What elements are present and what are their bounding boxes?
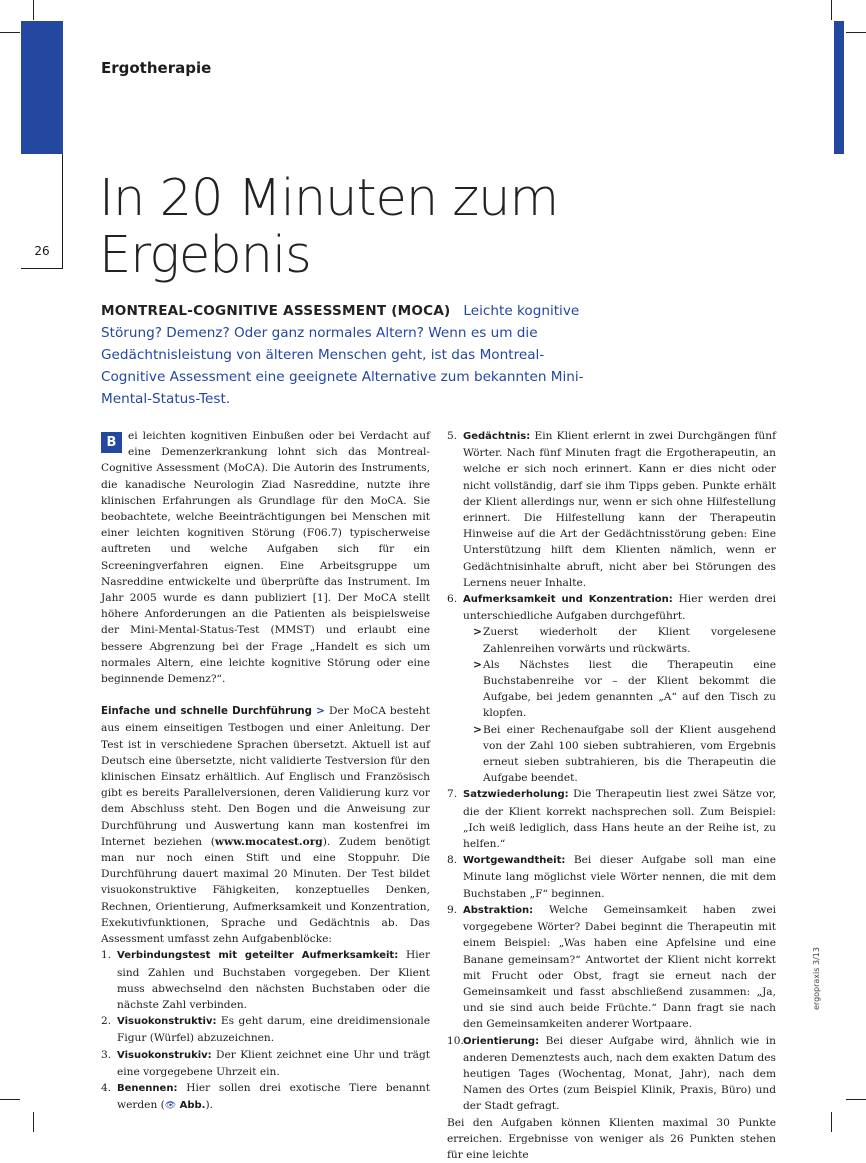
crop-mark-bottom-left-v	[33, 1112, 34, 1132]
right-column	[447, 428, 776, 1163]
item-term: Gedächtnis:	[463, 431, 531, 442]
item-number: 2.	[101, 1015, 112, 1028]
sub-list-item	[463, 722, 776, 787]
sub-item-text: Als Nächstes liest die Therapeutin eine Buchstabenreihe vor – der Klient bekommt die Aufgabe, bei jedem genannten „A“ auf den Tisch zu klopfen.	[483, 658, 776, 720]
section-label: Ergotherapie	[101, 59, 212, 77]
lead-tag: MONTREAL-COGNITIVE ASSESSMENT (MOCA)	[101, 303, 451, 319]
right-accent-bar	[834, 21, 844, 154]
figure-reference-link[interactable]: Abb.	[179, 1100, 206, 1112]
arrow-icon: >	[316, 705, 325, 718]
list-item	[101, 947, 430, 1013]
list-item	[447, 786, 776, 852]
title-line-2: Ergebnis	[99, 226, 311, 285]
crop-mark-bottom-right-h	[846, 1099, 866, 1100]
item-number: 5.	[447, 430, 458, 442]
method-text-a: Der MoCA besteht aus einem einseitigen Testbogen und einer Anleitung. Der Test ist in verschiedene Sprachen übersetzt. Aktuell ist auf Deutsch eine übersetzte, nicht validierte Testversion für den klinischen Einsatz erhältlich. Auf Englisch und Französisch gibt es bereits Parallelversionen, deren Validierung kurz vor dem Abschluss steht. Den Bogen und die Anweisung zur Durchführung und Auswertung kann man kostenfrei im Internet beziehen (	[101, 705, 431, 848]
list-item	[447, 902, 776, 1033]
item-number: 8.	[447, 854, 458, 867]
item-number: 7.	[447, 788, 458, 801]
crop-mark-top-left-h	[0, 32, 20, 33]
sub-list-item	[463, 657, 776, 722]
item-number: 4.	[101, 1081, 112, 1094]
task-list-right	[447, 428, 776, 1115]
page-number: 26	[34, 244, 50, 258]
journal-footer: ergopraxis 3/13	[812, 947, 821, 1010]
item-text: Welche Gemeinsamkeit haben zwei vorgegebene Wörter? Dabei beginnt die Therapeutin mit einem Beispiel: „Was haben eine Apfelsine und eine Banane gemeinsam?“ Antwortet der Klient nicht korrekt mit Frucht oder Obst, fragt sie erneut nach der Gemeinsamkeit und fasst abschließend zusammen: „Ja, und sie sind auch beide Früchte.“ Dann fragt sie nach den Gemeinsamkeiten anderer Wortpaare.	[463, 903, 776, 1031]
item-term: Aufmerksamkeit und Konzentration:	[463, 594, 673, 606]
chevron-right-icon: >	[473, 658, 482, 671]
item-number: 1.	[101, 949, 112, 962]
left-accent-bar	[21, 21, 63, 154]
item-number: 6.	[447, 593, 458, 606]
intro-paragraph	[101, 428, 430, 687]
item-term: Verbindungstest mit geteilter Aufmerksamkeit:	[117, 950, 399, 962]
sub-list-item	[463, 624, 776, 656]
item-text: Die Therapeutin liest zwei Sätze vor, die der Klient korrekt nachsprechen soll. Zum Beispiel: „Ich weiß lediglich, dass Hans heute an der Reihe ist, zu helfen.“	[463, 788, 776, 851]
lead-text: Leichte kognitive Störung? Demenz? Oder ganz normales Altern? Wenn es um die Gedächtnisleistung von älteren Menschen geht, ist das Montreal-Cognitive Assessment eine geeignete Alternative zum bekannten Mini-Mental-Status-Test.	[101, 303, 584, 407]
item-text: Hier sind Zahlen und Buchstaben vorgegeben. Der Klient muss abwechselnd den nächsten Buchstaben oder die nächste Zahl verbinden.	[117, 949, 431, 1011]
item-text: Bei dieser Aufgabe wird, ähnlich wie in anderen Demenztests auch, nach dem exakten Datum des heutigen Tages (Wochentag, Monat, Jahr), nach dem Namen des Ortes (zum Beispiel Klinik, Praxis, Büro) und der Stadt gefragt.	[463, 1034, 776, 1113]
left-column	[101, 428, 430, 1114]
list-item	[101, 1013, 430, 1046]
item-term: Satzwiederholung:	[463, 789, 569, 801]
item-term: Orientierung:	[463, 1035, 540, 1047]
sub-item-text: Bei einer Rechenaufgabe soll der Klient ausgehend von der Zahl 100 sieben subtrahieren, vom Ergebnis erneut sieben subtrahieren, bis die Therapeutin die Aufgabe beendet.	[483, 723, 776, 785]
item-term: Benennen:	[117, 1082, 178, 1094]
list-item	[447, 852, 776, 902]
subhead-durchfuehrung: Einfache und schnelle Durchführung	[101, 706, 312, 718]
intro-text: ei leichten kognitiven Einbußen oder bei Verdacht auf eine Demenzerkrankung lohnt sich das Montreal-Cognitive Assessment (MoCA). Die Autorin des Instruments, die kanadische Neurologin Ziad Nasreddine, nutzte ihre klinischen Erfahrungen als Grundlage für den MoCA. Sie beobachtete, welche Beeinträchtigungen bei Menschen mit einer leichten kognitiven Störung (F06.7) typischerweise auftreten und welche Aufgaben sich für ein Screeningverfahren eignen. Eine Arbeitsgruppe um Nasreddine entwickelte und überprüfte das Instrument. Im Jahr 2005 wurde es dann publiziert [1]. Der MoCA stellt höhere Anforderungen an die Patienten als beispielsweise der Mini-Mental-Status-Test (MMST) und erlaubt eine bessere Abgrenzung bei der Frage „Handelt es sich um normales Altern, eine leichte kognitive Störung oder eine beginnende Demenz?“.	[101, 430, 430, 686]
item-number: 10.	[447, 1034, 464, 1047]
item-text: Ein Klient erlernt in zwei Durchgängen fünf Wörter. Nach fünf Minuten fragt die Ergotherapeutin, an welche er sich noch erinnert. Kann er dies nicht oder nicht vollständig, darf sie ihm Tipps geben. Punkte erhält der Klient allerdings nur, wenn er sich ohne Hilfestellung erinnert. Die Hilfestellung kann der Therapeutin Hinweise auf die Art der Gedächtnisstörung geben: Eine Unterstützung hilft dem Klienten nämlich, wenn er Gedächtnisinhalte abruft, nicht aber bei Störungen des Lernens neuer Inhalte.	[463, 430, 776, 589]
crop-mark-bottom-right-v	[831, 1112, 832, 1132]
list-item	[101, 1080, 430, 1114]
item-text: Bei dieser Aufgabe soll man eine Minute lang möglichst viele Wörter nennen, die mit dem Buchstaben „F“ beginnen.	[463, 854, 776, 900]
item-text: Hier sollen drei exotische Tiere benannt werden (	[117, 1081, 430, 1112]
crop-mark-bottom-left-h	[0, 1099, 20, 1100]
list-item	[447, 591, 776, 786]
crop-mark-top-left-v	[33, 0, 34, 20]
list-item	[447, 428, 776, 591]
page-margin-rule	[62, 154, 63, 269]
item-text: Der Klient zeichnet eine Uhr und trägt eine vorgegebene Uhrzeit ein.	[117, 1048, 430, 1078]
crop-mark-top-right-v	[831, 0, 832, 20]
closing-paragraph: Bei den Aufgaben können Klienten maximal 30 Punkte erreichen. Ergebnisse von weniger als 26 Punkten stehen für eine leichte	[447, 1116, 776, 1161]
crop-mark-top-right-h	[846, 32, 866, 33]
dropcap: B	[101, 432, 122, 453]
mocatest-link[interactable]: www.mocatest.org	[214, 835, 323, 848]
article-title	[99, 170, 558, 284]
list-item	[101, 1047, 430, 1080]
eye-icon: 👁	[164, 1101, 177, 1112]
item-term: Wortgewandtheit:	[463, 855, 566, 867]
method-paragraph	[101, 703, 430, 947]
task-list-left	[101, 947, 430, 1114]
title-line-1: In 20 Minuten zum	[99, 169, 559, 228]
item-number: 9.	[447, 903, 458, 916]
item-text-close: ).	[205, 1099, 213, 1112]
chevron-right-icon: >	[473, 723, 482, 736]
page-number-underline	[21, 268, 63, 269]
item-term: Visuokonstrukiv:	[117, 1049, 212, 1061]
item-text: Hier werden drei unterschiedliche Aufgaben durchgeführt.	[463, 593, 776, 623]
article-lead	[101, 300, 601, 410]
attention-subtasks	[463, 624, 776, 786]
item-text: Es geht darum, eine dreidimensionale Figur (Würfel) abzuzeichnen.	[117, 1015, 430, 1045]
chevron-right-icon: >	[473, 626, 482, 639]
item-term: Abstraktion:	[463, 904, 534, 916]
sub-item-text: Zuerst wiederholt der Klient vorgelesene Zahlenreihen vorwärts und rückwärts.	[483, 626, 776, 655]
list-item	[447, 1033, 776, 1115]
method-text-b: ). Zudem benötigt man nur noch einen Stift und eine Stoppuhr. Die Durchführung dauert maximal 20 Minuten. Der Test bildet visuokonstruktive Fähigkeiten, konzeptuelles Denken, Rechnen, Orientierung, Aufmerksamkeit und Konzentration, Exekutivfunktionen, Sprache und Gedächtnis ab. Das Assessment umfasst zehn Aufgabenblöcke:	[101, 835, 430, 946]
item-number: 3.	[101, 1048, 112, 1061]
item-term: Visuokonstruktiv:	[117, 1016, 217, 1028]
